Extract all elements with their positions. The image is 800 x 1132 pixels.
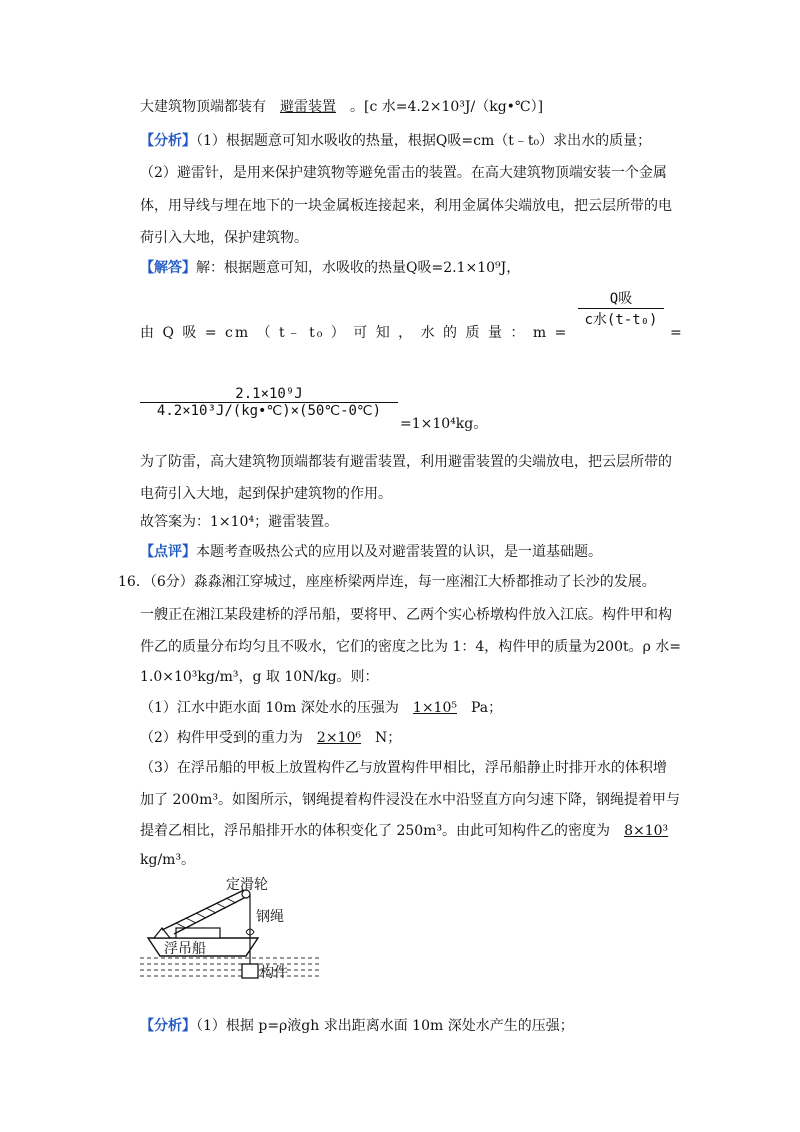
label-steel-rope: 钢绳 (256, 908, 284, 924)
analysis-line-2: （2）避雷针，是用来保护建筑物等避免雷击的装置。在高大建筑物顶端安装一个金属 (140, 165, 667, 181)
answer-density: 8×10³ (624, 823, 669, 839)
solution-line (140, 258, 520, 278)
analysis-last-line (140, 1016, 574, 1036)
mass-formula-line: 由 Q 吸 = cm （ t﹣ t₀ ） 可 知 ， 水 的 质 量 ： m = (140, 325, 569, 341)
text: 解：根据题意可知，水吸收的热量Q吸=2.1×10⁹J， (196, 260, 521, 276)
label-fixed-pulley: 定滑轮 (226, 876, 268, 892)
label-crane-ship: 浮吊船 (164, 940, 206, 956)
para-line-2: 电荷引入大地，起到保护建筑物的作用。 (140, 486, 392, 502)
analysis-line-1 (140, 131, 651, 151)
fraction-mass-calc (140, 386, 398, 419)
fraction-denominator: 4.2×10³J/(kg•℃)×(50℃-0℃) (156, 403, 382, 419)
analysis-tag: 【分析】 (140, 133, 196, 149)
text: 本题考查吸热公式的应用以及对避雷装置的认识，是一道基础题。 (196, 544, 602, 560)
answer-line: 故答案为：1×10⁴；避雷装置。 (140, 514, 339, 530)
fraction-denominator: c水(t-t₀) (584, 312, 658, 328)
text: 提着乙相比，浮吊船排开水的体积变化了 250m³。由此可知构件乙的密度为 (140, 823, 611, 839)
analysis-tag: 【分析】 (140, 1018, 196, 1034)
sub1-line (140, 698, 502, 718)
crane-figure (140, 872, 320, 1000)
label-component: 构件 (260, 964, 288, 980)
text: （1）根据 p=ρ液gh 求出距离水面 10m 深处水产生的压强； (196, 1018, 574, 1034)
q16-line-1: 16．（6分）淼淼湘江穿城过，座座桥梁两岸连，每一座湘江大桥都推动了长沙的发展。 (118, 574, 656, 590)
text: N； (375, 730, 402, 746)
answer-gravity: 2×10⁶ (316, 730, 361, 746)
para-line-1: 为了防雷，高大建筑物顶端都装有避雷装置，利用避雷装置的尖端放电，把云层所带的 (140, 454, 672, 470)
fraction-numerator: 2.1×10⁹J (235, 386, 303, 402)
solution-tag: 【解答】 (140, 260, 196, 276)
q16-line-3: 件乙的质量分布均匀且不吸水，它们的密度之比为 1：4，构件甲的质量为200t。ρ 水= (140, 639, 682, 655)
fraction-q-over-c (578, 288, 664, 329)
analysis-line-4: 荷引入大地，保护建筑物。 (140, 230, 308, 246)
sub3-line-1: （3）在浮吊船的甲板上放置构件乙与放置构件甲相比，浮吊船静止时排开水的体积增 (140, 760, 667, 776)
answer-lightning-rod: 避雷装置 (280, 99, 336, 115)
comment-tag: 【点评】 (140, 544, 196, 560)
text: （1）根据题意可知水吸收的热量，根据Q吸=cm（t﹣t₀）求出水的质量； (196, 133, 652, 149)
text: Pa； (470, 700, 503, 716)
sub3-line-4: kg/m³。 (140, 852, 196, 868)
sub2-line (140, 728, 401, 748)
mass-result: =1×10⁴kg。 (400, 416, 488, 432)
sub3-line-2: 加了 200m³。如图所示，钢绳提着构件浸没在水中沿竖直方向匀速下降，钢绳提着甲与 (140, 792, 681, 808)
text: （1）江水中距水面 10m 深处水的压强为 (140, 700, 399, 716)
comment-line (140, 542, 602, 562)
fraction-numerator: Q吸 (609, 291, 633, 307)
analysis-line-3: 体，用导线与埋在地下的一块金属板连接起来，利用金属体尖端放电，把云层所带的电 (140, 198, 672, 214)
sub3-line-3 (140, 821, 682, 841)
q16-line-4: 1.0×10³kg/m³，g 取 10N/kg。则： (140, 669, 379, 685)
text: 大建筑物顶端都装有 (140, 99, 266, 115)
text: （2）构件甲受到的重力为 (140, 730, 303, 746)
equals-sign: = (670, 325, 682, 341)
line-1 (140, 97, 543, 117)
answer-pressure: 1×10⁵ (412, 700, 457, 716)
text: 。[c 水=4.2×10³J/（kg•℃）] (350, 99, 544, 115)
q16-line-2: 一艘正在湘江某段建桥的浮吊船，要将甲、乙两个实心桥墩构件放入江底。构件甲和构 (140, 607, 672, 623)
